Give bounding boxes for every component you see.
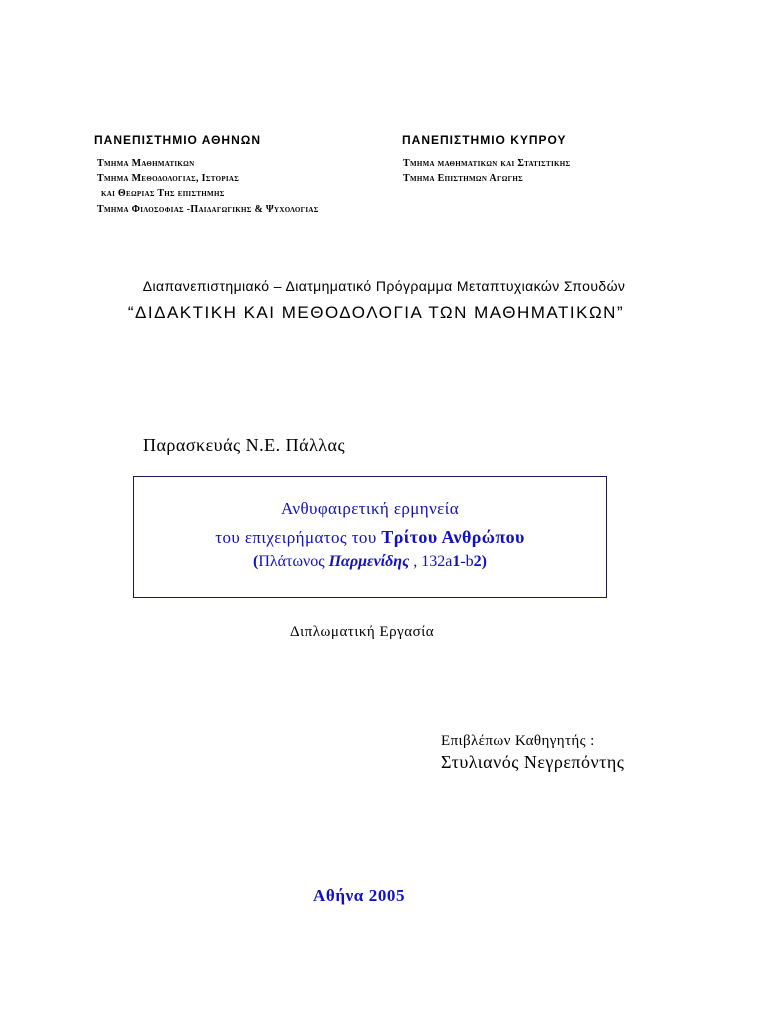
program-name: Διαπανεπιστημιακό – Διατμηματικό Πρόγραμμα Μεταπτυχιακών Σπουδών xyxy=(142,278,626,294)
university-cyprus-heading: ΠΑΝΕΠΙΣΤΗΜΙΟ ΚΥΠΡΟΥ xyxy=(402,133,567,147)
program-title: “ΔΙΔΑΚΤΙΚΗ ΚΑΙ ΜΕΘΟΔΟΛΟΓΙΑ ΤΩΝ ΜΑΘΗΜΑΤΙΚΩΝ” xyxy=(127,303,625,322)
author-name: Παρασκευάς Ν.Ε. Πάλλας xyxy=(143,435,346,455)
supervisor-label: Επιβλέπων Καθηγητής : xyxy=(441,733,595,749)
passage-number-1: 1 xyxy=(452,553,461,570)
thesis-title-box xyxy=(133,476,607,598)
university-athens-heading: ΠΑΝΕΠΙΣΤΗΜΙΟ ΑΘΗΝΩΝ xyxy=(94,133,262,147)
cyprus-department-1: Τμημα μαθηματικων και Στατιστικης xyxy=(403,158,571,169)
place-and-date: Αθήνα 2005 xyxy=(313,886,406,905)
thesis-title-line-1 xyxy=(134,499,606,519)
paren-close: ) xyxy=(481,553,487,570)
passage-number-2: 2 xyxy=(473,553,482,570)
athens-department-2: Τμημα Μεθοδολογιας, Ιστοριας xyxy=(97,173,240,184)
plato-reference: Πλάτωνος xyxy=(258,553,329,570)
parmenides-work-title: Παρμενίδης xyxy=(328,553,410,570)
paren-open: ( xyxy=(253,553,259,570)
cyprus-department-2: Τμημα Επιστημων Αγωγης xyxy=(403,173,523,184)
athens-department-3: Τμημα Φιλοσοφιας -Παιδαγωγικης & Ψυχολογιας xyxy=(97,204,319,215)
thesis-type: Διπλωματική Εργασία xyxy=(290,624,435,640)
thesis-title-line-2 xyxy=(134,527,606,548)
thesis-title-line-1-text: Ανθυφαιρετική ερμηνεία xyxy=(280,499,460,518)
athens-department-2-continued: και Θεωριας Της επιστημης xyxy=(101,188,225,199)
thesis-title-line-3 xyxy=(134,553,606,571)
supervisor-name: Στυλιανός Νεγρεπόντης xyxy=(441,752,625,772)
passage-reference: , 132a xyxy=(409,553,453,570)
athens-department-1: Τμημα Μαθηματικων xyxy=(97,158,195,169)
thesis-title-prefix: του επιχειρήματος του xyxy=(215,528,382,547)
thesis-title-emphasis: Τρίτου Ανθρώπου xyxy=(381,527,525,547)
passage-dash: -b xyxy=(460,553,474,570)
